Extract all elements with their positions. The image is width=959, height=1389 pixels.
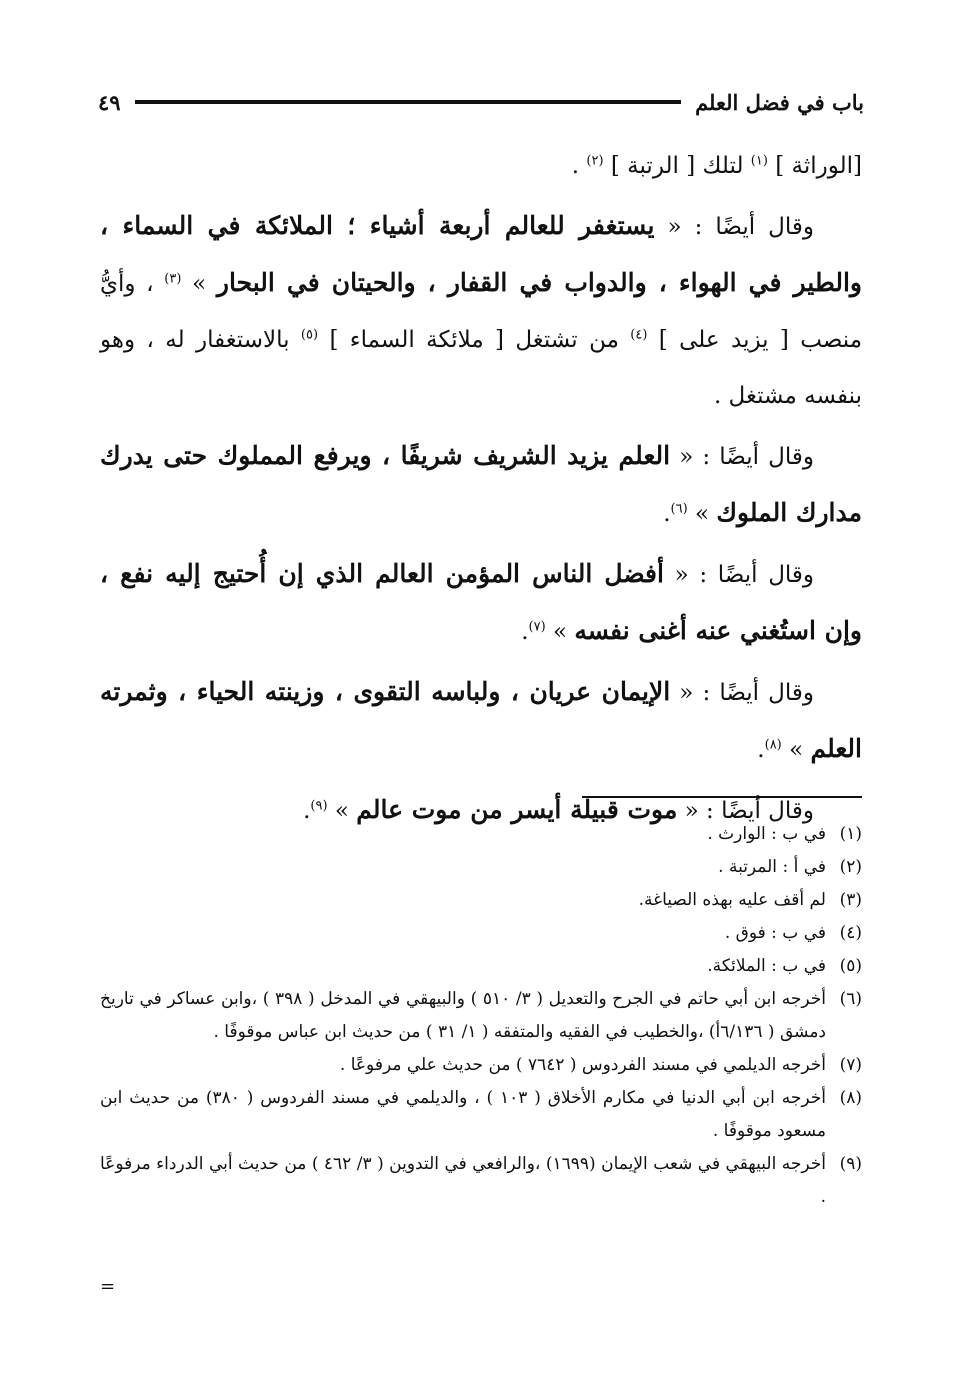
footnote-ref: (٢) [586,153,604,169]
quote-text: أفضل الناس المؤمن العالم الذي إن أُحتيج إليه نفع ، وإن استُغني عنه أغنى نفسه [100,559,862,645]
quote-text: الإيمان عريان ، ولباسه التقوى ، وزينته الحياء ، وثمرته العلم [100,677,862,763]
footnote: (٧) أخرجه الديلمي في مسند الفردوس ( ٧٦٤٢ ) من حديث علي مرفوعًا . [339,1055,862,1075]
continuation-line: [الوراثة ] $^{(١)}$ لتلك [ الرتبة ] $^{(٢)}$ . [571,153,862,179]
footnote: (٣) لم أقف عليه بهذه الصياغة. [638,890,862,910]
header-rule [135,100,682,104]
footnote: (٩) أخرجه البيهقي في شعب الإيمان (١٦٩٩) ،والرافعي في التدوين ( ٣/ ٤٦٢ ) من حديث أبي الدرداء مرفوعًا . [100,1154,862,1207]
paragraph-2: وقال أيضًا : « العلم يزيد الشريف شريفًا ، ويرفع المملوك حتى يدرك مدارك الملوك » $^{(٦)}$. [100,441,862,527]
paragraph-4: وقال أيضًا : « الإيمان عريان ، ولباسه التقوى ، وزينته الحياء ، وثمرته العلم » $^{(٨)}$. [100,677,862,763]
footnote-ref: (٩) [310,798,328,814]
paragraph-3: وقال أيضًا : « أفضل الناس المؤمن العالم الذي إن أُحتيج إليه نفع ، وإن استُغني عنه أغنى نفسه » $^{(٧)}$. [100,559,862,645]
chapter-title: باب في فضل العلم [695,89,864,115]
running-header [98,82,864,122]
quote-text: موت قبيلة أيسر من موت عالم [356,795,678,824]
footnote-ref: (٨) [764,737,782,753]
footnote: (٨) أخرجه ابن أبي الدنيا في مكارم الأخلاق ( ١٠٣ ) ، والديلمي في مسند الفردوس ( ٣٨٠) من حديث ابن مسعود موقوفًا . [100,1088,862,1141]
footnotes [100,818,862,1214]
footnote-ref: (٣) [164,271,182,287]
footnote-separator [582,796,862,798]
page-number: ٤٩ [98,89,121,115]
footnote: (٥) في ب : الملائكة. [707,956,862,976]
footnote-ref: (٧) [528,619,546,635]
quote-text: يستغفر للعالم أربعة أشياء ؛ الملائكة في السماء ، والطير في الهواء ، والدواب في القفار ، والحيتان في البحار [100,211,862,297]
footnote: (٢) في أ : المرتبة . [718,857,862,877]
paragraph-5: وقال أيضًا : « موت قبيلة أيسر من موت عالم » $^{(٩)}$. [303,795,814,824]
continuation-mark: = [100,1276,116,1297]
footnote-ref: (٥) [300,327,319,343]
footnote-ref: (٤) [630,327,648,343]
footnote: (٤) في ب : فوق . [724,923,862,943]
footnote: (٦) أخرجه ابن أبي حاتم في الجرح والتعديل ( ٣/ ٥١٠ ) والبيهقي في المدخل ( ٣٩٨ ) ،وابن عساكر في تاريخ دمشق ( ٦/١٣٦أ) ،والخطيب في الفقيه والمتفقه ( ١/ ٣١ ) من حديث ابن عباس موقوفًا . [100,989,862,1042]
paragraph-1: وقال أيضًا : « يستغفر للعالم أربعة أشياء ؛ الملائكة في السماء ، والطير في الهواء ، والدواب في القفار ، والحيتان في البحار » $^{(٣)}$ ، وأيُّ منصب [ يزيد على ] $^{(٤)}$ من تشتغل [ ملائكة السماء ] $^{(٥)}$ بالاستغفار له ، وهو بنفسه مشتغل . [100,211,863,409]
footnote-ref: (١) [750,153,768,169]
quote-text: العلم يزيد الشريف شريفًا ، ويرفع المملوك حتى يدرك مدارك الملوك [100,441,862,527]
main-text [100,138,862,839]
footnote-ref: (٦) [670,501,688,517]
footnote: (١) في ب : الوارث . [707,824,862,844]
